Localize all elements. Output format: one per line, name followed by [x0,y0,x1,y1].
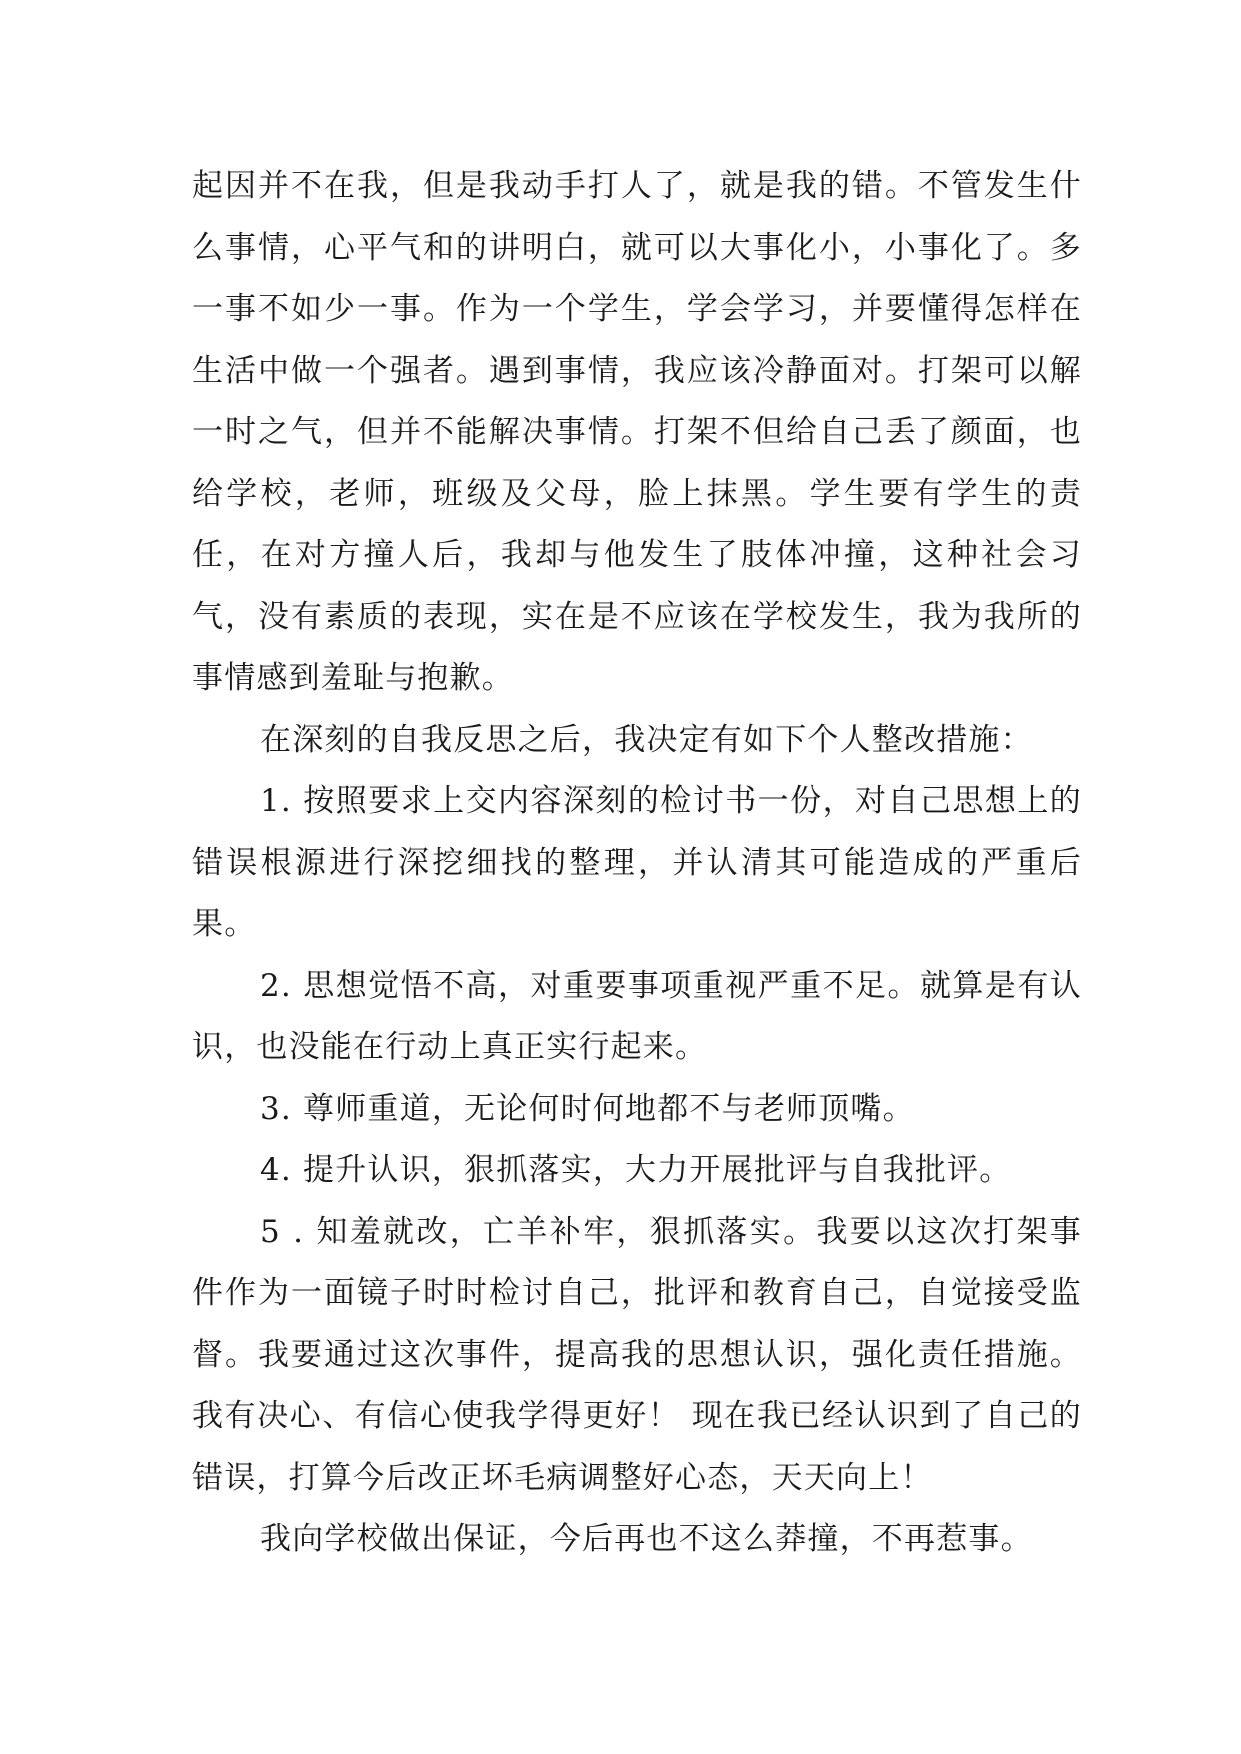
paragraph-measures-intro: 在深刻的自我反思之后，我决定有如下个人整改措施： [260,721,1033,758]
paragraph-reflection: 起因并不在我，但是我动手打人了，就是我的错。不管发生什么事情，心平气和的讲明白，就可以大事化小，小事化了。多一事不如少一事。作为一个学生，学会学习，并要懂得怎样在生活中做一个强者。遇到事情，我应该冷静面对。打架可以解一时之气，但并不能解决事情。打架不但给自己丢了颜面，也给学校，老师，班级及父母，脸上抹黑。学生要有学生的责任，在对方撞人后，我却与他发生了肢体冲撞，这种社会习气，没有素质的表现，实在是不应该在学校发生，我为我所的事情感到羞耻与抱歉。 [192,168,1082,696]
paragraph-guarantee: 我向学校做出保证，今后再也不这么莽撞，不再惹事。 [260,1521,1033,1557]
document-body [192,156,1082,1571]
measure-item-4: 4. 提升认识，狠抓落实，大力开展批评与自我批评。 [260,1152,1012,1188]
measure-item-5: 5 . 知羞就改，亡羊补牢，狠抓落实。我要以这次打架事件作为一面镜子时时检讨自己，批评和教育自己，自觉接受监督。我要通过这次事件，提高我的思想认识，强化责任措施。我有决心、有信心使我学得更好！ 现在我已经认识到了自己的错误，打算今后改正坏毛病调整好心态，天天向上！ [192,1213,1082,1496]
measure-item-2: 2. 思想觉悟不高，对重要事项重视严重不足。就算是有认识，也没能在行动上真正实行起来。 [192,967,1082,1065]
measure-item-3: 3. 尊师重道，无论何时何地都不与老师顶嘴。 [260,1090,915,1127]
measure-item-1: 1. 按照要求上交内容深刻的检讨书一份，对自己思想上的错误根源进行深挖细找的整理，并认清其可能造成的严重后果。 [192,783,1082,942]
